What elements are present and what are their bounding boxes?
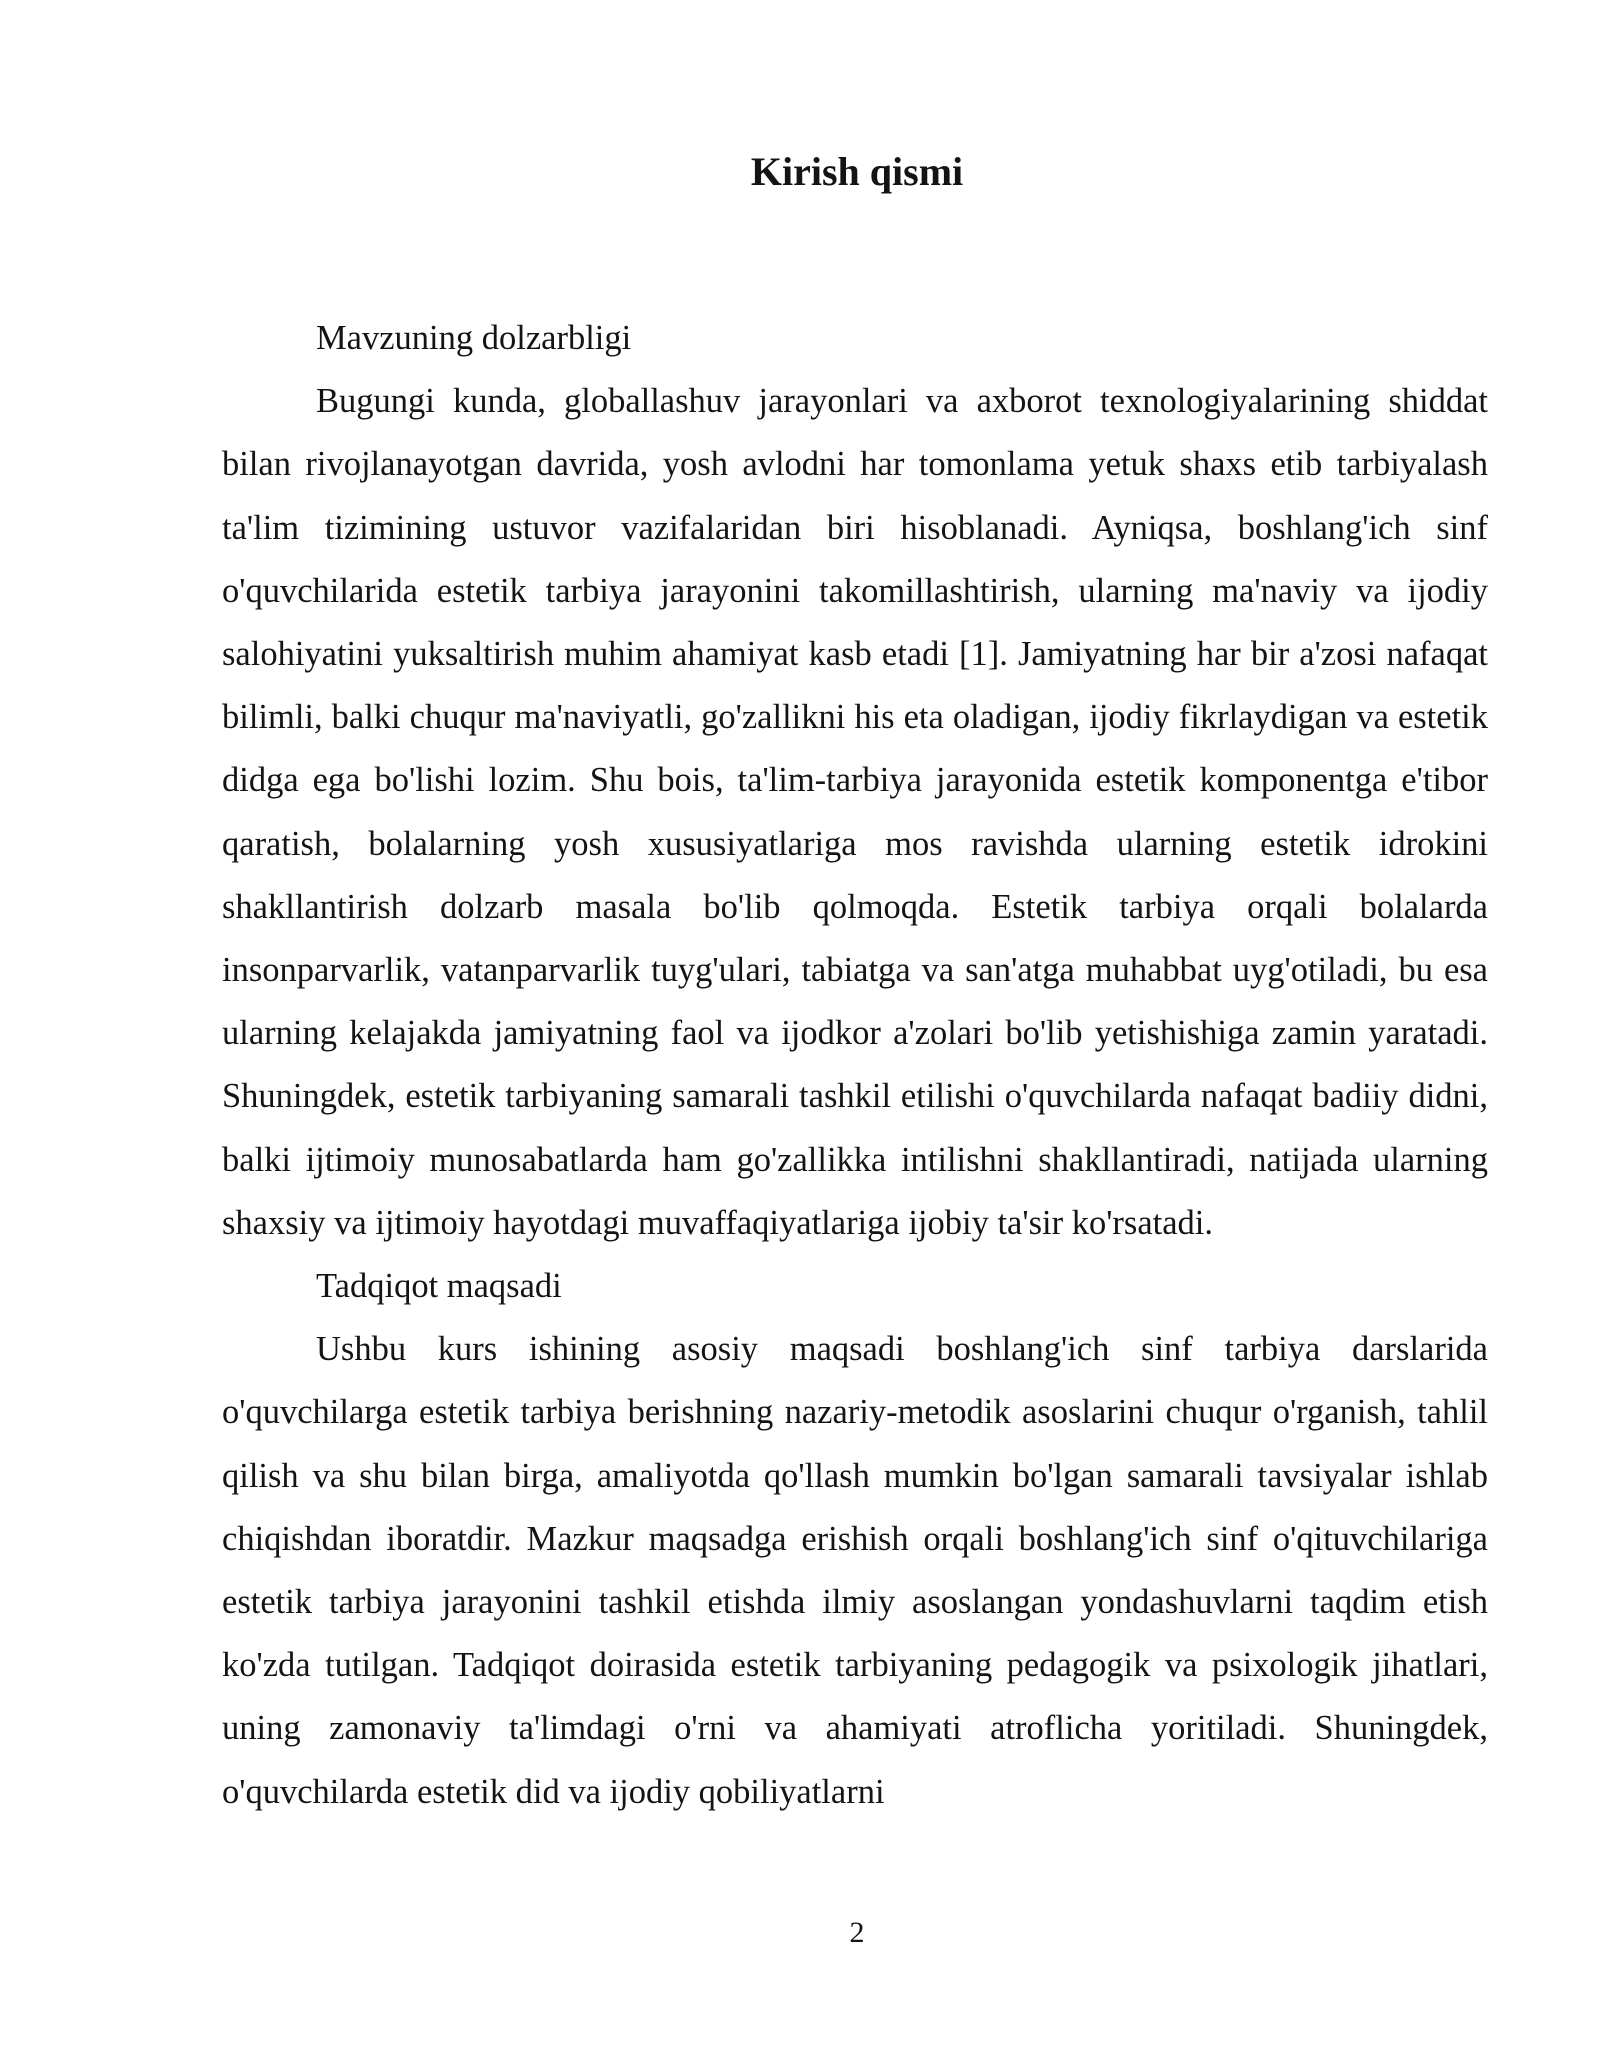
page-number: 2 [849,1916,865,1949]
section-paragraph-goal: Ushbu kurs ishining asosiy maqsadi boshlang'ich sinf tarbiya darslarida o'quvchilarga estetik tarbiya berishning nazariy-metodik asoslarini chuqur o'rganish, tahlil qilish va shu bilan birga, amaliyotda qo'llash mumkin bo'lgan samarali tavsiyalar ishlab chiqishdan iboratdir. Mazkur maqsadga erishish orqali boshlang'ich sinf o'qituvchilariga estetik tarbiya jarayonini tashkil etishda ilmiy asoslangan yondashuvlarni taqdim etish ko'zda tutilgan. Tadqiqot doirasida estetik tarbiyaning pedagogik va psixologik jihatlari, uning zamonaviy ta'limdagi o'rni va ahamiyati atroflicha yoritiladi. Shuningdek, o'quvchilarda estetik did va ijodiy qobiliyatlarni [222,1330,1488,1811]
section-heading-goal: Tadqiqot maqsadi [316,1267,562,1306]
page-title: Kirish qismi [750,149,964,194]
section-heading-relevance: Mavzuning dolzarbligi [316,319,632,357]
body-text [222,307,1488,1824]
section-paragraph-relevance: Bugungi kunda, globallashuv jarayonlari va axborot texnologiyalarining shiddat bilan rivojlanayotgan davrida, yosh avlodni har tomonlama yetuk shaxs etib tarbiyalash ta'lim tizimining ustuvor vazifalaridan biri hisoblanadi. Ayniqsa, boshlang'ich sinf o'quvchilarida estetik tarbiya jarayonini takomillashtirish, ularning ma'naviy va ijodiy salohiyatini yuksaltirish muhim ahamiyat kasb etadi [1]. Jamiyatning har bir a'zosi nafaqat bilimli, balki chuqur ma'naviyatli, go'zallikni his eta oladigan, ijodiy fikrlaydigan va estetik didga ega bo'lishi lozim. Shu bois, ta'lim-tarbiya jarayonida estetik komponentga e'tibor qaratish, bolalarning yosh xususiyatlariga mos ravishda ularning estetik idrokini shakllantirish dolzarb masala bo'lib qolmoqda. Estetik tarbiya orqali bolalarda insonparvarlik, vatanparvarlik tuyg'ulari, tabiatga va san'atga muhabbat uyg'otiladi, bu esa ularning kelajakda jamiyatning faol va ijodkor a'zolari bo'lib yetishishiga zamin yaratadi. Shuningdek, estetik tarbiyaning samarali tashkil etilishi o'quvchilarda nafaqat badiiy didni, balki ijtimoiy munosabatlarda ham go'zallikka intilishni shakllantiradi, natijada ularning shaxsiy va ijtimoiy hayotdagi muvaffaqiyatlariga ijobiy ta'sir ko'rsatadi. [222,382,1488,1242]
